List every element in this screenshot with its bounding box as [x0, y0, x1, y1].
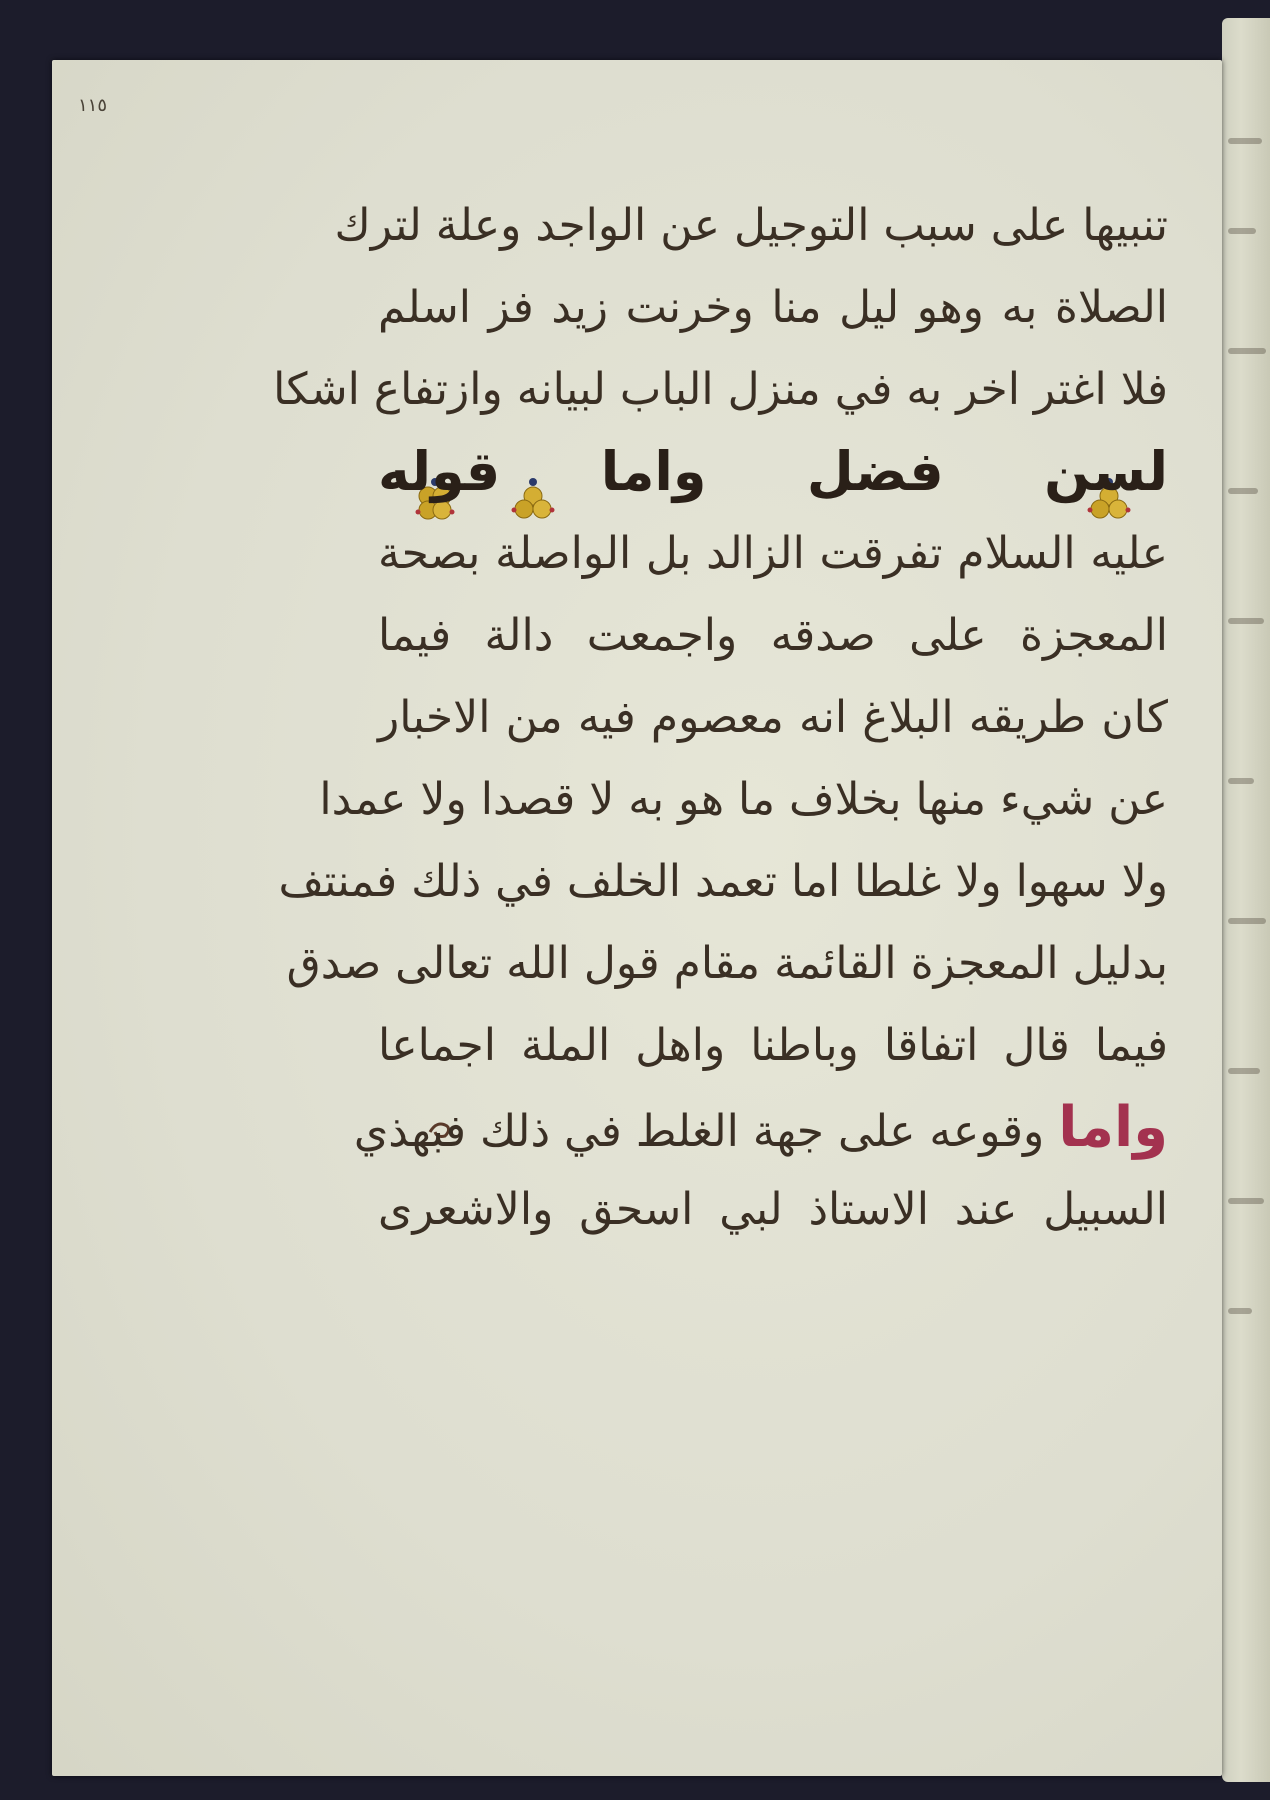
ink-bleed-mark [1228, 1198, 1264, 1204]
rubricated-word: واما [1058, 1095, 1168, 1160]
text-line-rubric [353, 1087, 1168, 1169]
text-line: فيما قال اتفاقا وباطنا واهل الملة اجماعا [378, 1020, 1168, 1071]
text-line: السبيل عند الاستاذ لبي اسحق والاشعرى [378, 1184, 1168, 1235]
folio-number: ١١٥ [78, 95, 108, 116]
section-heading: فضل واما قوله [378, 440, 944, 503]
ink-bleed-mark [1228, 918, 1266, 924]
text-line: بدليل المعجزة القائمة مقام قول الله تعالى صدق [286, 938, 1168, 989]
ink-bleed-mark [1228, 618, 1264, 624]
text-line: كان طريقه البلاغ انه معصوم فيه من الاخبار [378, 692, 1168, 743]
text-line: ولا سهوا ولا غلطا اما تعمد الخلف في ذلك فمنتف [278, 856, 1168, 907]
ink-bleed-mark [1228, 138, 1262, 144]
ink-bleed-mark [1228, 778, 1254, 784]
ink-bleed-mark [1228, 488, 1258, 494]
ink-bleed-mark [1228, 1068, 1260, 1074]
text-line: المعجزة على صدقه واجمعت دالة فيما [378, 610, 1168, 661]
ink-bleed-mark [1228, 1308, 1252, 1314]
heading-prefix: لسن [1044, 440, 1168, 503]
text-line: عليه السلام تفرقت الزالد بل الواصلة بصحة [378, 528, 1168, 579]
text-line: تنبيها على سبب التوجيل عن الواجد وعلة لترك [334, 200, 1168, 251]
text-line: عن شيء منها بخلاف ما هو به لا قصدا ولا عمدا [319, 774, 1168, 825]
manuscript-text-block [273, 185, 1168, 1251]
ink-bleed-mark [1228, 348, 1266, 354]
ink-bleed-mark [1228, 228, 1256, 234]
text-line: فلا اغتر اخر به في منزل الباب لبيانه وازتفاع اشكا [273, 364, 1168, 415]
text-line: الصلاة به وهو ليل منا وخرنت زيد فز اسلم [378, 282, 1168, 333]
heading-line [378, 431, 1168, 513]
facing-page-edge [1222, 18, 1270, 1782]
line-text: وقوعه على جهة الغلط في ذلك فبهذي [353, 1106, 1045, 1157]
